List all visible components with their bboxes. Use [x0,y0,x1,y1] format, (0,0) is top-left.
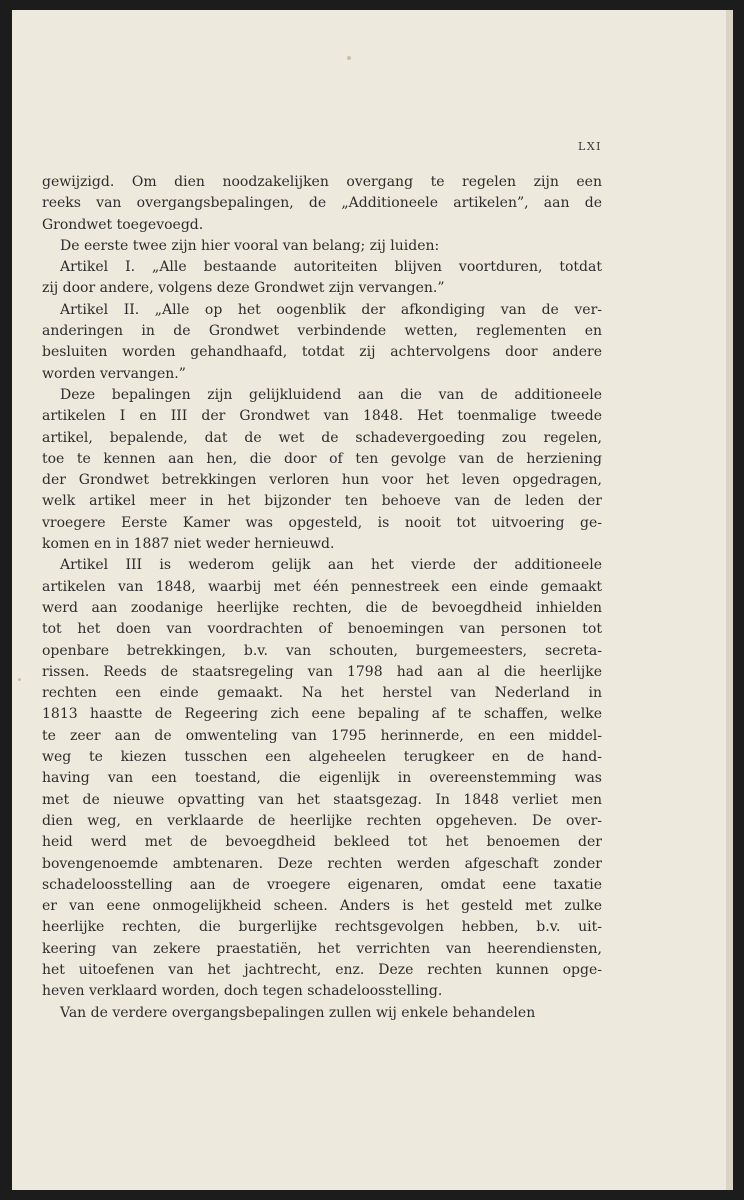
text-line: De eerste twee zijn hier vooral van belang; zij luiden: [60,237,440,254]
text-line: welk artikel meer in het bijzonder ten behoeve van de leden der [42,493,602,510]
text-line: Grondwet toegevoegd. [42,216,204,233]
text-line: weg te kiezen tusschen een algeheelen terugkeer en de hand- [42,749,602,766]
text-line: zij door andere, volgens deze Grondwet zijn vervangen.” [42,280,445,297]
text-line: openbare betrekkingen, b.v. van schouten, burgemeesters, secreta- [42,642,602,659]
text-line: heid werd met de bevoegdheid bekleed tot het benoemen der [42,834,602,851]
page-edge [726,10,733,1190]
paragraph [42,236,602,257]
text-line: having van een toestand, die eigenlijk in overeenstemming was [42,770,602,787]
text-line: werd aan zoodanige heerlijke rechten, die de bevoegdheid inhielden [42,599,602,616]
text-line: er van eene onmogelijkheid scheen. Anders is het gesteld met zulke [42,898,602,915]
page-number: LXI [578,140,602,153]
book-page [12,10,726,1190]
text-line: der Grondwet betrekkingen verloren hun voor het leven opgedragen, [42,472,602,489]
text-line: Van de verdere overgangsbepalingen zullen wij enkele behandelen [60,1004,536,1021]
text-line: het uitoefenen van het jachtrecht, enz. Deze rechten kunnen opge- [42,961,602,978]
text-line: 1813 haastte de Regeering zich eene bepaling af te schaffen, welke [42,706,602,723]
text-line: te zeer aan de omwenteling van 1795 herinnerde, en een middel- [42,727,602,744]
text-line: tot het doen van voordrachten of benoemingen van personen tot [42,621,602,638]
text-line: rissen. Reeds de staatsregeling van 1798 had aan al die heerlijke [42,663,602,680]
text-line: heerlijke rechten, die burgerlijke rechtsgevolgen hebben, b.v. uit- [42,919,602,936]
text-line: keering van zekere praestatiën, het verrichten van heerendiensten, [42,940,602,957]
text-line: heven verklaard worden, doch tegen schadeloosstelling. [42,983,443,1000]
paragraph [42,300,602,385]
text-line: schadeloosstelling aan de vroegere eigenaren, omdat eene taxatie [42,876,602,893]
text-line: artikel, bepalende, dat de wet de schadevergoeding zou regelen, [42,429,602,446]
paper-speck [347,56,351,60]
text-line: bovengenoemde ambtenaren. Deze rechten werden afgeschaft zonder [42,855,602,872]
text-line: Artikel I. „Alle bestaande autoriteiten blijven voortduren, totdat [60,259,602,276]
paragraph [42,257,602,300]
body-text [42,172,602,1024]
text-line: komen en in 1887 niet weder hernieuwd. [42,536,335,553]
text-line: reeks van overgangsbepalingen, de „Additioneele artikelen”, aan de [42,195,602,212]
text-line: worden vervangen.” [42,365,186,382]
text-line: toe te kennen aan hen, die door of ten gevolge van de herziening [42,450,602,467]
paragraph [42,172,602,236]
paragraph [42,385,602,555]
text-line: artikelen I en III der Grondwet van 1848. Het toenmalige tweede [42,408,602,425]
paragraph [42,555,602,1002]
text-line: met de nieuwe opvatting van het staatsgezag. In 1848 verliet men [42,791,602,808]
paragraph [42,1003,602,1024]
text-line: gewijzigd. Om dien noodzakelijken overgang te regelen zijn een [42,174,602,190]
text-line: rechten een einde gemaakt. Na het herstel van Nederland in [42,685,602,702]
text-line: vroegere Eerste Kamer was opgesteld, is nooit tot uitvoering ge- [42,514,602,531]
text-line: besluiten worden gehandhaafd, totdat zij achtervolgens door andere [42,344,602,361]
text-line: anderingen in de Grondwet verbindende wetten, reglementen en [42,323,602,340]
text-line: Artikel II. „Alle op het oogenblik der afkondiging van de ver- [60,301,602,318]
paper-speck [18,678,21,681]
text-line: Artikel III is wederom gelijk aan het vierde der additioneele [60,557,602,574]
text-line: artikelen van 1848, waarbij met één pennestreek een einde gemaakt [42,578,602,595]
text-line: dien weg, en verklaarde de heerlijke rechten opgeheven. De over- [42,812,602,829]
text-line: Deze bepalingen zijn gelijkluidend aan die van de additioneele [60,386,602,403]
